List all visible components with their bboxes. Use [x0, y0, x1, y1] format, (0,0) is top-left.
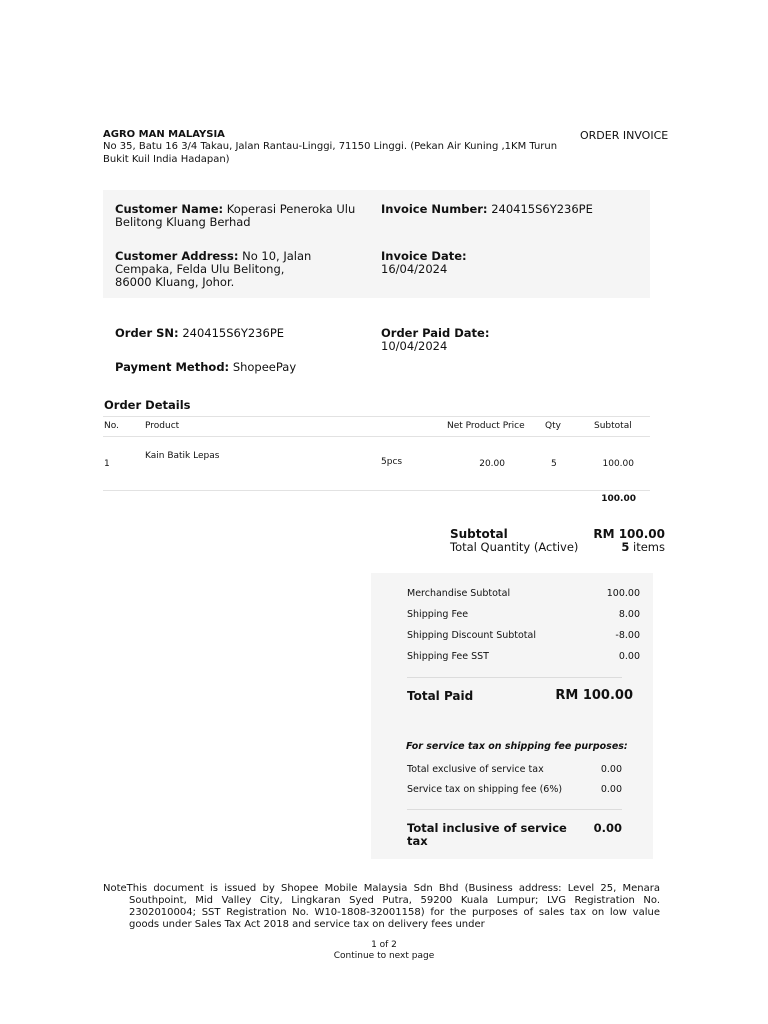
service-tax-heading: For service tax on shipping fee purposes:: [406, 741, 628, 752]
invoice-number: [381, 203, 641, 216]
table-total: 100.00: [601, 494, 636, 504]
order-sn: [115, 327, 284, 340]
service-tax-label: Service tax on shipping fee (6%): [407, 784, 563, 795]
page-number: 1 of 2: [371, 940, 397, 950]
shipping-fee-sst-value: 0.00: [618, 651, 640, 662]
total-inclusive-value: 0.00: [593, 821, 622, 835]
customer-address-label: Customer Address:: [115, 249, 239, 263]
continue-note: Continue to next page: [333, 951, 435, 961]
customer-address-line3: 86000 Kluang, Johor.: [115, 275, 235, 289]
customer-name: [115, 203, 365, 229]
order-paid-date-label: Order Paid Date:: [381, 326, 490, 340]
note-text: This document is issued by Shopee Mobile Malaysia Sdn Bhd (Business address: Level 25, Menara Southpoint, Mid Valley City, Lingkaran Syed Putra, 59200 Kuala Lumpur; LVG Registration No. 2302010004; SST Registration No. W10-1808-32001158) for the purposes of sales tax on low value goods under Sales Tax Act 2018 and service tax on delivery fees under: [126, 883, 660, 930]
merchandise-subtotal-label: Merchandise Subtotal: [407, 588, 511, 599]
customer-name-line2: Belitong Kluang Berhad: [115, 215, 251, 229]
row-variation: 5pcs: [381, 457, 403, 467]
row-product: Kain Batik Lepas: [145, 451, 220, 461]
total-quantity-label: Total Quantity (Active): [450, 540, 579, 554]
col-header-subtotal: Subtotal: [594, 421, 632, 431]
payment-method: [115, 361, 296, 374]
total-quantity-unit: items: [633, 540, 665, 554]
payment-method-value: ShopeePay: [232, 360, 297, 374]
order-sn-value: 240415S6Y236PE: [182, 326, 285, 340]
total-quantity-value: 5: [621, 540, 630, 554]
customer-address: [115, 250, 365, 289]
customer-address-line2: Cempaka, Felda Ulu Belitong,: [115, 262, 285, 276]
note: [103, 883, 660, 931]
customer-address-line1: No 10, Jalan: [242, 249, 312, 263]
note-label: Note: [103, 883, 127, 894]
table-header-divider: [103, 436, 650, 437]
total-inclusive-label-line1: Total inclusive of service: [407, 821, 567, 835]
invoice-number-value: 240415S6Y236PE: [491, 202, 593, 216]
seller-address: No 35, Batu 16 3/4 Takau, Jalan Rantau-Linggi, 71150 Linggi. (Pekan Air Kuning ,1KM Turun Bukit Kuil India Hadapan): [103, 141, 558, 165]
table-bottom-divider: [103, 490, 650, 491]
shipping-discount-label: Shipping Discount Subtotal: [407, 630, 536, 641]
col-header-net-price: Net Product Price: [447, 421, 525, 431]
subtotal-label: Subtotal: [450, 527, 508, 541]
total-exclusive-value: 0.00: [600, 764, 622, 775]
document-title: ORDER INVOICE: [580, 129, 669, 142]
order-paid-date: [381, 327, 489, 353]
customer-name-label: Customer Name:: [115, 202, 224, 216]
order-paid-date-value: 10/04/2024: [381, 339, 448, 353]
row-subtotal: 100.00: [602, 459, 634, 469]
invoice-date: [381, 250, 641, 276]
invoice-date-value: 16/04/2024: [381, 262, 448, 276]
invoice-number-label: Invoice Number:: [381, 202, 488, 216]
total-paid-value: RM 100.00: [555, 688, 633, 703]
col-header-qty: Qty: [545, 421, 561, 431]
payment-divider: [407, 677, 622, 678]
order-details-title: Order Details: [104, 398, 191, 412]
invoice-date-label: Invoice Date:: [381, 249, 467, 263]
table-top-divider: [103, 416, 650, 417]
row-no: 1: [104, 459, 110, 469]
order-sn-label: Order SN:: [115, 326, 179, 340]
total-quantity: [580, 540, 665, 554]
row-net-price: 20.00: [479, 459, 505, 469]
page-footer: [0, 940, 768, 962]
shipping-fee-sst-label: Shipping Fee SST: [407, 651, 489, 662]
tax-divider: [407, 809, 622, 810]
service-tax-value: 0.00: [600, 784, 622, 795]
col-header-no: No.: [104, 421, 119, 431]
subtotal-value: RM 100.00: [593, 527, 665, 541]
total-paid-label: Total Paid: [407, 689, 474, 703]
shipping-fee-label: Shipping Fee: [407, 609, 469, 620]
col-header-product: Product: [145, 421, 180, 431]
total-inclusive-label-line2: tax: [407, 834, 428, 848]
shipping-fee-value: 8.00: [618, 609, 640, 620]
customer-name-line1: Koperasi Peneroka Ulu: [226, 202, 356, 216]
total-inclusive-label: [407, 822, 567, 848]
row-qty: 5: [551, 459, 557, 469]
merchandise-subtotal-value: 100.00: [606, 588, 640, 599]
total-exclusive-label: Total exclusive of service tax: [407, 764, 544, 775]
seller-name: AGRO MAN MALAYSIA: [103, 129, 225, 140]
shipping-discount-value: -8.00: [615, 630, 640, 641]
payment-method-label: Payment Method:: [115, 360, 230, 374]
